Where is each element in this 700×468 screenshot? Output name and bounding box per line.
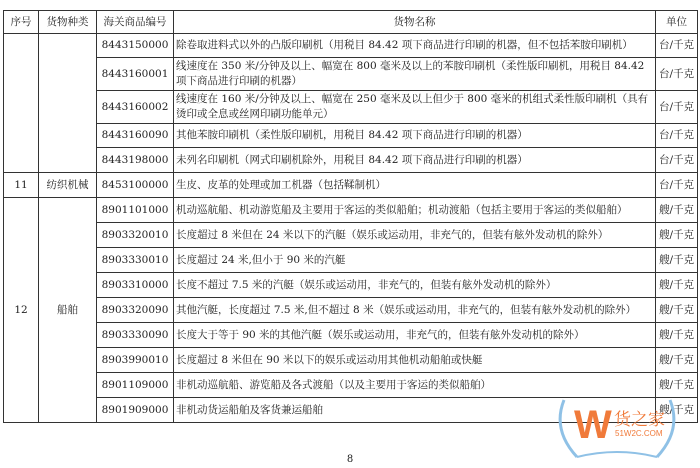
name-cell: 长度超过 24 米,但小于 90 米的汽艇 <box>174 248 656 273</box>
table-row <box>4 298 698 323</box>
name-cell: 线速度在 160 米/分钟及以上、幅宽在 250 毫米及以上但少于 800 毫米的机组式柔性版印刷机（具有烫印或全息或丝网印刷功能单元） <box>174 91 656 124</box>
name-cell: 未列名印刷机（网式印刷机除外，用税目 84.42 项下商品进行印刷的机器） <box>174 148 656 173</box>
unit-cell: 台/千克 <box>656 58 698 91</box>
unit-cell: 台/千克 <box>656 173 698 198</box>
unit-cell: 台/千克 <box>656 148 698 173</box>
unit-cell: 艘/千克 <box>656 323 698 348</box>
group-no-cell <box>4 34 39 173</box>
code-cell: 8903320090 <box>97 298 174 323</box>
unit-cell: 台/千克 <box>656 34 698 58</box>
code-cell: 8453100000 <box>97 173 174 198</box>
code-cell: 8903330090 <box>97 323 174 348</box>
table-row <box>4 124 698 148</box>
unit-cell: 艘/千克 <box>656 348 698 373</box>
code-cell: 8903990010 <box>97 348 174 373</box>
watermark-logo <box>552 395 682 465</box>
code-cell: 8443160002 <box>97 91 174 124</box>
table-row <box>4 34 698 58</box>
table-row <box>4 348 698 373</box>
name-cell: 其他苯胺印刷机（柔性版印刷机，用税目 84.42 项下商品进行印刷的机器） <box>174 124 656 148</box>
header-row <box>4 11 698 34</box>
code-cell: 8443198000 <box>97 148 174 173</box>
name-cell: 长度大于等于 90 米的其他汽艇（娱乐或运动用，非充气的，但装有舷外发动机的除外） <box>174 323 656 348</box>
name-cell: 其他汽艇，长度超过 7.5 米,但不超过 8 米（娱乐或运动用，非充气的，但装有舷外发动机的除外） <box>174 298 656 323</box>
name-cell: 非机动货运船舶及客货兼运船舶 <box>174 398 656 423</box>
unit-cell: 艘/千克 <box>656 198 698 223</box>
header-category: 货物种类 <box>39 11 97 34</box>
unit-cell: 艘/千克 <box>656 273 698 298</box>
unit-cell: 艘/千克 <box>656 223 698 248</box>
name-cell: 长度不超过 7.5 米的汽艇（娱乐或运动用，非充气的，但装有舷外发动机的除外） <box>174 273 656 298</box>
code-cell: 8901109000 <box>97 373 174 398</box>
table-row <box>4 373 698 398</box>
name-cell: 非机动巡航船、游览船及各式渡船（以及主要用于客运的类似船舶） <box>174 373 656 398</box>
code-cell: 8903310000 <box>97 273 174 298</box>
watermark-w: W <box>574 403 612 447</box>
header-code: 海关商品编号 <box>97 11 174 34</box>
unit-cell: 台/千克 <box>656 124 698 148</box>
name-cell: 线速度在 350 米/分钟及以上、幅宽在 800 毫米及以上的苯胺印刷机（柔性版印刷机，用税目 84.42 项下商品进行印刷的机器） <box>174 58 656 91</box>
table-row <box>4 223 698 248</box>
unit-cell: 艘/千克 <box>656 373 698 398</box>
no-cell: 12 <box>4 198 39 423</box>
unit-cell: 台/千克 <box>656 91 698 124</box>
table-row <box>4 58 698 91</box>
code-cell: 8443160090 <box>97 124 174 148</box>
unit-cell: 艘/千克 <box>656 248 698 273</box>
group-category-cell <box>39 34 97 173</box>
name-cell: 生皮、皮革的处理或加工机器（包括鞣制机） <box>174 173 656 198</box>
header-no: 序号 <box>4 11 39 34</box>
code-cell: 8903330010 <box>97 248 174 273</box>
table-row <box>4 91 698 124</box>
header-name: 货物名称 <box>174 11 656 34</box>
table-row <box>4 248 698 273</box>
code-cell: 8903320010 <box>97 223 174 248</box>
table-row <box>4 198 698 223</box>
name-cell: 长度超过 8 米但在 24 米以下的汽艇（娱乐或运动用，非充气的，但装有舷外发动机的除外） <box>174 223 656 248</box>
watermark-text: 货之家 <box>614 410 665 430</box>
header-unit: 单位 <box>656 11 698 34</box>
table-row <box>4 273 698 298</box>
goods-table <box>3 10 698 423</box>
category-cell: 纺织机械 <box>39 173 97 198</box>
category-cell: 船舶 <box>39 198 97 423</box>
code-cell: 8901101000 <box>97 198 174 223</box>
page-number: 8 <box>346 454 354 465</box>
no-cell: 11 <box>4 173 39 198</box>
unit-cell: 艘/千克 <box>656 298 698 323</box>
table-row <box>4 148 698 173</box>
watermark-url: 51W2C.COM <box>615 429 663 438</box>
name-cell: 除卷取进料式以外的凸版印刷机（用税目 84.42 项下商品进行印刷的机器，但不包括苯胺印刷机） <box>174 34 656 58</box>
table-row <box>4 323 698 348</box>
unit-cell: 艘/千克 <box>656 398 698 423</box>
name-cell: 长度超过 8 米但在 90 米以下的娱乐或运动用其他机动船舶或快艇 <box>174 348 656 373</box>
code-cell: 8443150000 <box>97 34 174 58</box>
table-row <box>4 173 698 198</box>
name-cell: 机动巡航船、机动游览船及主要用于客运的类似船舶；机动渡船（包括主要用于客运的类似船舶） <box>174 198 656 223</box>
code-cell: 8901909000 <box>97 398 174 423</box>
code-cell: 8443160001 <box>97 58 174 91</box>
